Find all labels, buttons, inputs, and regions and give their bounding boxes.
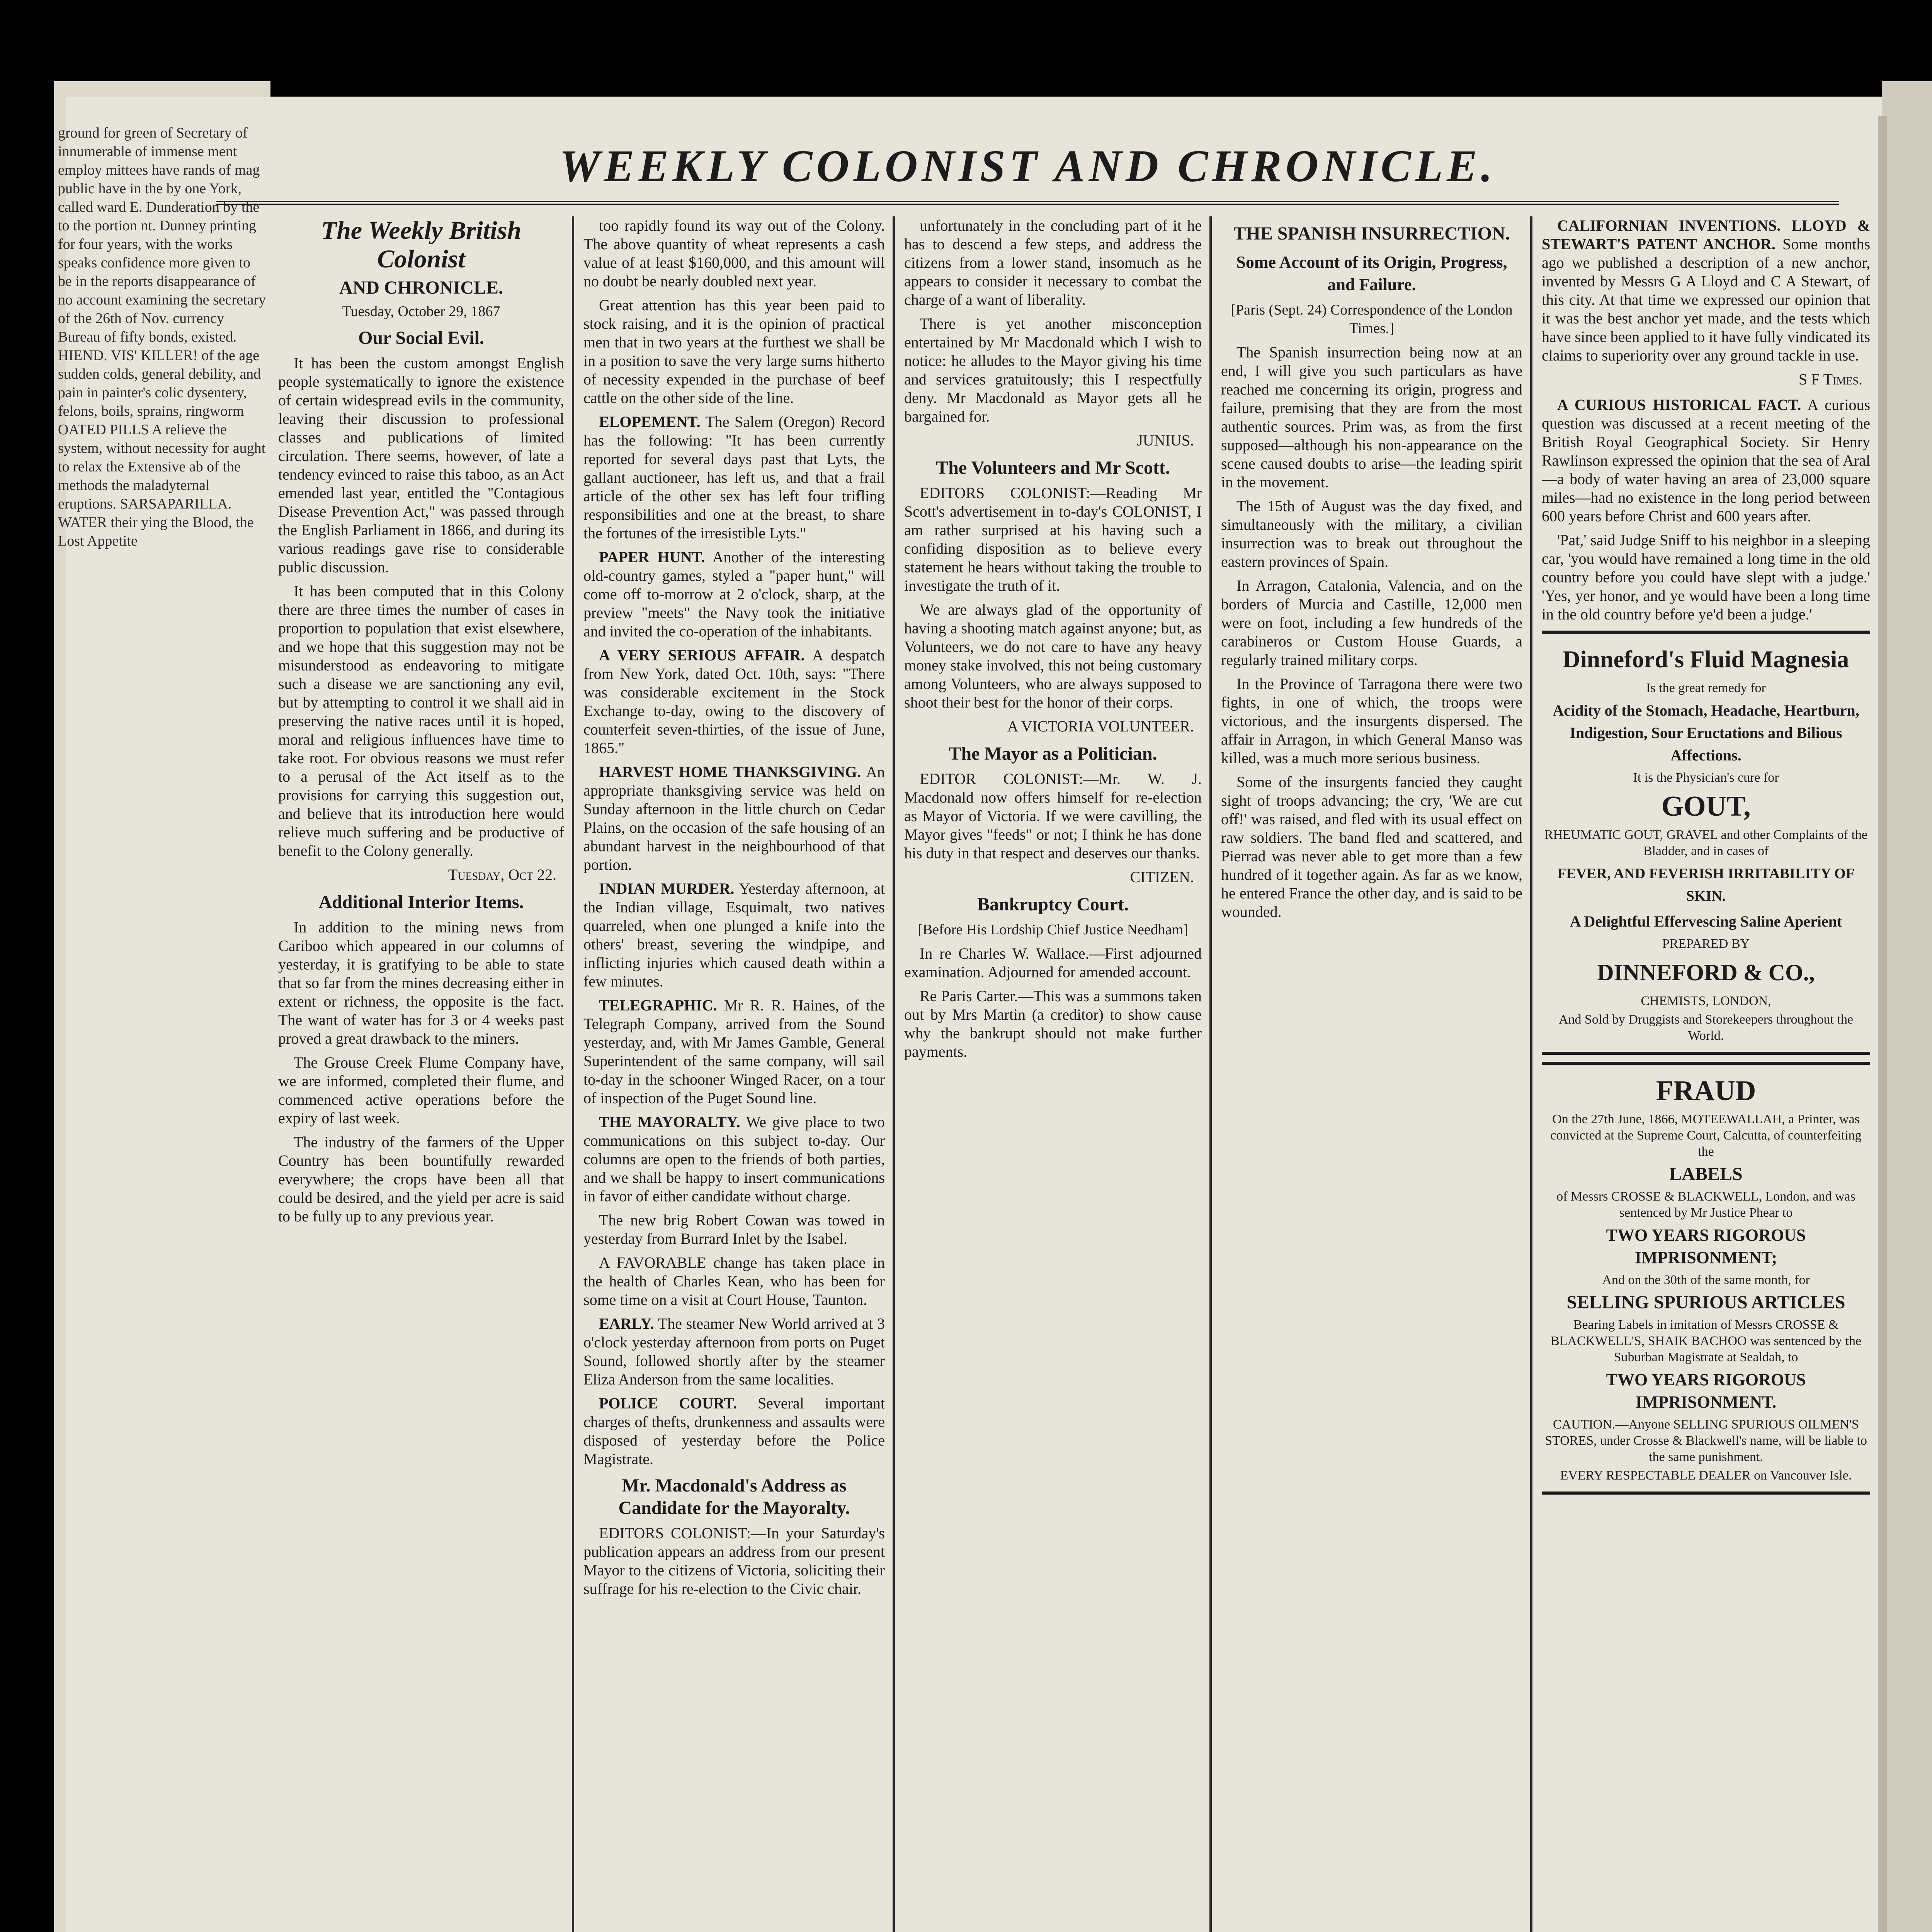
article-date: Tuesday, Oct 22.: [448, 866, 556, 883]
article-paragraph: unfortunately in the concluding part of it he has to descend a few steps, and address the citizens from a lower stand, insomuch as he appears to consider it necessary to combat the charge of a want of liberality.: [904, 217, 1202, 308]
ad-line: TWO YEARS RIGOROUS IMPRISONMENT.: [1606, 1370, 1806, 1412]
news-item-title: POLICE COURT.: [599, 1395, 737, 1412]
column-rule: [1209, 216, 1212, 1932]
article-paragraph: EDITORS COLONIST:—Reading Mr Scott's advertisement in to-day's COLONIST, I am rather surprised at his having such a confiding disposition as to believe every statement he hears without taking the trouble to investigate the truth of it.: [904, 484, 1202, 594]
article-paragraph: In re Charles W. Wallace.—First adjourned examination. Adjourned for amended account.: [904, 945, 1202, 981]
article-paragraph: The industry of the farmers of the Upper Country has been bountifully rewarded everywhere; the crops have been all that could be desired, and the yield per acre is said to be fully up to any previous year.: [278, 1133, 564, 1225]
ad-line: SELLING SPURIOUS ARTICLES: [1566, 1292, 1845, 1313]
ad-line: Is the great remedy for: [1646, 681, 1766, 695]
article-paragraph: The 15th of August was the day fixed, and simultaneously with the military, a civilian insurrection was to break out throughout the eastern provinces of Spain.: [1221, 497, 1522, 570]
column-2: [583, 216, 885, 1932]
ad-line: of Messrs CROSSE & BLACKWELL, London, and was sentenced by Mr Justice Phear to: [1556, 1189, 1855, 1220]
news-item: [583, 996, 885, 1107]
right-page-edge: [1882, 81, 1932, 1932]
news-item: [583, 1315, 885, 1389]
news-item-title: TELEGRAPHIC.: [599, 997, 717, 1014]
news-item-title: INDIAN MURDER.: [599, 880, 735, 897]
ad-line: TWO YEARS RIGOROUS IMPRISONMENT;: [1606, 1226, 1806, 1267]
news-item-title: HARVEST HOME THANKSGIVING.: [599, 763, 861, 781]
news-item: [1542, 216, 1870, 365]
masthead: [216, 131, 1839, 205]
news-item-text: Several important charges of thefts, drunkenness and assaults were disposed of yesterday before the Police Magistrate.: [583, 1395, 885, 1468]
column-rule: [572, 216, 574, 1932]
article-paragraph: It has been computed that in this Colony there are three times the number of cases in proportion to population that exist elsewhere, and we hope that this suggestion may not be misunderstood as endeavoring to mitigate such a disease we are sanctioning any evil, but by attempting to control it we shall aid in preserving the native races until it is hoped, moral and religious influences have time to take root. For obvious reasons we must refer to a perusal of the Act itself as to the provisions for carrying this suggestion out, and believe that its introduction here would relieve much suffering and be productive of benefit to the Colony generally.: [278, 582, 564, 859]
article-paragraph: The Spanish insurrection being now at an end, I will give you such particulars as have reached me concerning its origin, progress and failure, premising that they are from the most authentic sources. Prim was, as from the first supposed—although his non-appearance on the scene caused doubts to arise—the leading spirit in the movement.: [1221, 344, 1522, 491]
news-item-title: PAPER HUNT.: [599, 548, 705, 566]
news-item: [583, 548, 885, 641]
news-item-text: A curious question was discussed at a recent meeting of the British Royal Geographical Society. Sir Henry Rawlinson expressed the opinion that the sea of Aral—a body of water having an area of 23,000 square miles—had no existence in the long period between 600 years before Christ and 600 years after.: [1542, 396, 1870, 525]
news-item: [583, 879, 885, 991]
news-item-title: CALIFORNIAN INVENTIONS.: [1557, 217, 1781, 234]
masthead-title: WEEKLY COLONIST AND CHRONICLE.: [559, 141, 1497, 191]
column-3: [904, 216, 1202, 1932]
news-item: [583, 646, 885, 757]
column-rule: [893, 216, 895, 1932]
column-rule: [1530, 216, 1532, 1932]
news-item: [583, 1394, 885, 1468]
article-paragraph: In addition to the mining news from Cariboo which appeared in our columns of yesterday, it is gratifying to be able to state that so far from the mines decreasing either in extent or richness, the opposite is the fact. The want of water has for 3 or 4 weeks past proved a great drawback to the miners.: [278, 918, 564, 1047]
article-paragraph: EDITOR COLONIST:—Mr. W. J. Macdonald now offers himself for re-election as Mayor of Victoria. If we were cavilling, the Mayor gives "feeds" or not; I think he has done his duty in that respect and deserves our thanks.: [904, 770, 1202, 862]
column-4: [1221, 216, 1522, 1932]
news-item-text: Some months ago we published a description of a new anchor, invented by Messrs G A Lloyd and C A Stewart, of this city. At that time we expressed our opinion that it was the best anchor yet made, and the tests which have since been applied to it have fully vindicated its claims to superiority over any ground tackle in use.: [1542, 235, 1870, 364]
news-item-text: Another of the interesting old-country games, styled a "paper hunt," will come off to-morrow at 2 o'clock, sharp, at the preview "meets" the Navy took the initiative and invited the co-operation of the inhabitants.: [583, 548, 885, 640]
news-item-text: The Salem (Oregon) Record has the following: "It has been currently reported for several days past that Lyts, the gallant auctioneer, has left us, and that a frail article of the other sex has left four trifling responsibilities and one at the breast, to share the fortunes of the irresistible Lyts.": [583, 413, 885, 542]
news-item: The new brig Robert Cowan was towed in yesterday from Burrard Inlet by the Isabel.: [583, 1211, 885, 1247]
news-item-source: S F Times.: [1798, 371, 1862, 388]
article-paragraph: In Arragon, Catalonia, Valencia, and on the borders of Murcia and Castille, 12,000 men were on foot, including a few hundreds of the carabineros or Custom House Guards, a regularly trained military corps.: [1221, 577, 1522, 668]
ad-line: Acidity of the Stomach, Headache, Heartburn, Indigestion, Sour Eructations and Bilious Affections.: [1553, 702, 1859, 764]
news-item-title: A CURIOUS HISTORICAL FACT.: [1557, 396, 1801, 413]
ad-line: LABELS: [1669, 1164, 1743, 1184]
article-paragraph: There is yet another misconception entertained by Mr Macdonald which I wish to notice: he alludes to the Mayor giving his time and services gratuitously; this I respectfully deny. Mr Macdonald as Mayor gets all he bargained for.: [904, 315, 1202, 425]
letter-signature: JUNIUS.: [1137, 432, 1194, 449]
news-item: [583, 763, 885, 874]
news-item: 'Pat,' said Judge Sniff to his neighbor in a sleeping car, 'you would have remained a long time in the old country before you could have slept with a judge.' 'Yes, yer honor, and ye would have been a long time in the old country before ye'd been a judge.': [1542, 531, 1870, 623]
article-source-note: [Paris (Sept. 24) Correspondence of the London Times.]: [1231, 302, 1513, 337]
article-paragraph: EDITORS COLONIST:—In your Saturday's publication appears an address from our present Mayor to the citizens of Victoria, soliciting their suffrage for his re-election to the Civic chair.: [583, 1524, 885, 1597]
news-item: [583, 413, 885, 543]
ad-line: It is the Physician's cure for: [1633, 770, 1779, 785]
news-item-text: Mr R. R. Haines, of the Telegraph Company, arrived from the Sound yesterday, and, with Mr James Gamble, General Superintendent of the same company, will sail to-day in the schooner Winged Racer, on a tour of inspection of the Puget Sound line.: [583, 997, 885, 1107]
news-item: [583, 1113, 885, 1206]
letter-signature: A VICTORIA VOLUNTEER.: [1007, 718, 1194, 735]
article-title: THE SPANISH INSURRECTION.: [1233, 223, 1510, 244]
article-title: Our Social Evil.: [358, 328, 484, 348]
ad-line: RHEUMATIC GOUT, GRAVEL and other Complaints of the Bladder, and in cases of: [1544, 828, 1868, 858]
news-item-title: ELOPEMENT.: [599, 413, 701, 430]
article-title: The Volunteers and Mr Scott.: [936, 457, 1170, 478]
news-item-title: A VERY SERIOUS AFFAIR.: [599, 646, 805, 664]
article-paragraph: Some of the insurgents fancied they caught sight of troops advancing; the cry, 'We are cut off!' was raised, and fled with its usual effect on raw soldiers. The band fled and scattered, and Pierrad was never able to get more than a few hundred of it together again. As far as we know, he entered France the other day, and is said to be wounded.: [1221, 773, 1522, 920]
paper-flag: The Weekly British Colonist: [321, 216, 522, 273]
ad-line: PREPARED BY: [1662, 937, 1750, 951]
article-paragraph: We are always glad of the opportunity of having a shooting match against anyone; but, as Volunteers, we do not care to have any heavy money stake involved, this not being customary among Volunteers, who are always supposed to shoot their best for the honor of their corps.: [904, 601, 1202, 711]
news-item-text: A despatch from New York, dated Oct. 10th, says: "There was considerable excitement in the Stock Exchange to-day, owing to the discovery of counterfeit seven-thirties, of the issue of June, 1865.": [583, 646, 885, 757]
page-fold: [1878, 116, 1887, 1932]
article-title: Additional Interior Items.: [318, 892, 524, 912]
news-item-subtitle: LLOYD & STEWART'S PATENT ANCHOR.: [1542, 217, 1870, 253]
article-subtitle: [Before His Lordship Chief Justice Needham]: [918, 922, 1188, 938]
article-paragraph: The Grouse Creek Flume Company have, we are informed, completed their flume, and commenced active operations before the expiry of last week.: [278, 1054, 564, 1127]
ad-line: And on the 30th of the same month, for: [1602, 1273, 1810, 1287]
column-1: [278, 216, 564, 1932]
ad-line: FEVER, AND FEVERISH IRRITABILITY OF SKIN.: [1557, 866, 1855, 904]
article-paragraph: In the Province of Tarragona there were two fights, in one of which, the troops were victorious, and the insurgents dispersed. The affair in Arragon, in which General Manso was killed, was a much more serious business.: [1221, 675, 1522, 767]
paper-flag-sub: AND CHRONICLE.: [339, 277, 503, 298]
adjacent-page-fragment: ground for green of Secretary of innumerable of immense ment employ mittees have rands of mag public have in the by one York, called ward E. Dunderation by the to the portion nt. Dunney printing for four years, with the works speaks confidence more given to be in the reports disappearance of no account examining the secretary of the 26th of Nov. currency Bureau of fifty bonds, existed. HIEND. VIS' KILLER! of the age sudden colds, general debility, and pain in painter's colic dysentery, felons, boils, sprains, ringworm OATED PILLS A relieve the system, without necessity for aught to relax the Extensive ab of the methods the maladyternal eruptions. SARSAPARILLA. WATER their ying the Blood, the Lost Appetite: [58, 125, 266, 549]
article-paragraph: too rapidly found its way out of the Colony. The above quantity of wheat represents a cash value of at least $160,000, and this amount will no doubt be nearly doubled next year.: [583, 217, 885, 290]
article-title: Bankruptcy Court.: [977, 894, 1129, 915]
ad-line: And Sold by Druggists and Storekeepers throughout the World.: [1558, 1012, 1854, 1043]
ad-line: DINNEFORD & CO.,: [1597, 960, 1815, 985]
article-subtitle: Some Account of its Origin, Progress, and Failure.: [1236, 253, 1507, 294]
news-item-text: Yesterday afternoon, at the Indian village, Esquimalt, two natives quarreled, when one plunged a knife into the others' breast, severing the windpipe, and inflicting injuries which caused death within a few minutes.: [583, 880, 885, 990]
news-item: A FAVORABLE change has taken place in the health of Charles Kean, who has been for some time on a visit at Court House, Taunton.: [583, 1254, 885, 1308]
ad-line: On the 27th June, 1866, MOTEEWALLAH, a Printer, was convicted at the Supreme Court, Calcutta, of counterfeiting the: [1550, 1112, 1862, 1159]
news-item-text: An appropriate thanksgiving service was held on Sunday afternoon in the little church on Cedar Plains, on the occasion of the safe housing of an abundant harvest in the neighbourhood of that portion.: [583, 763, 885, 873]
column-5: [1542, 216, 1870, 1932]
ad-title: Dinneford's Fluid Magnesia: [1563, 646, 1849, 673]
ad-line: GOUT,: [1661, 791, 1751, 822]
article-title: Mr. Macdonald's Address as Candidate for the Mayoralty.: [618, 1475, 850, 1518]
ad-line: CHEMISTS, LONDON,: [1641, 994, 1771, 1008]
news-item-title: THE MAYORALTY.: [599, 1113, 740, 1131]
news-item-text: The steamer New World arrived at 3 o'clock yesterday afternoon from ports on Puget Sound, followed shortly after by the steamer Eliza Anderson from the same localities.: [583, 1315, 885, 1388]
advertisement-dinneford: [1542, 631, 1870, 1055]
advertisement-fraud: [1542, 1062, 1870, 1495]
news-item-text: We give place to two communications on this subject to-day. Our columns are open to the friends of both parties, and we shall be happy to insert communications in favor of either candidate without charge.: [583, 1113, 885, 1205]
article-paragraph: Re Paris Carter.—This was a summons taken out by Mrs Martin (a creditor) to show cause why the bankrupt should not make further payments.: [904, 987, 1202, 1060]
article-paragraph: Great attention has this year been paid to stock raising, and it is the opinion of practical men that in two years at the furthest we shall be in a position to save the very large sums hitherto of necessity expended in the purchase of beef cattle on the other side of the line.: [583, 296, 885, 406]
news-item: [1542, 396, 1870, 526]
news-item-title: EARLY.: [599, 1315, 654, 1332]
ad-line: Bearing Labels in imitation of Messrs CROSSE & BLACKWELL'S, SHAIK BACHOO was sentenced by the Suburban Magistrate at Sealdah, to: [1550, 1318, 1862, 1364]
ad-title: FRAUD: [1656, 1075, 1756, 1107]
issue-date: Tuesday, October 29, 1867: [342, 303, 500, 320]
ad-line: CAUTION.—Anyone SELLING SPURIOUS OILMEN'S STORES, under Crosse & Blackwell's name, will be liable to the same punishment.: [1545, 1417, 1867, 1464]
ad-line: A Delightful Effervescing Saline Aperient: [1570, 913, 1842, 930]
ad-line: EVERY RESPECTABLE DEALER on Vancouver Isle.: [1560, 1468, 1852, 1483]
letter-signature: CITIZEN.: [1130, 868, 1194, 886]
article-title: The Mayor as a Politician.: [949, 743, 1157, 764]
article-paragraph: It has been the custom amongst English people systematically to ignore the existence of certain widespread evils in the community, leaving their discussion to professional classes and publications of limited circulation. There seems, however, of late a tendency evinced to raise this taboo, as an Act emended last year, entitled the "Contagious Disease Prevention Act," was passed through the English Parliament in 1866, and during its various readings gave rise to considerable public discussion.: [278, 354, 564, 576]
